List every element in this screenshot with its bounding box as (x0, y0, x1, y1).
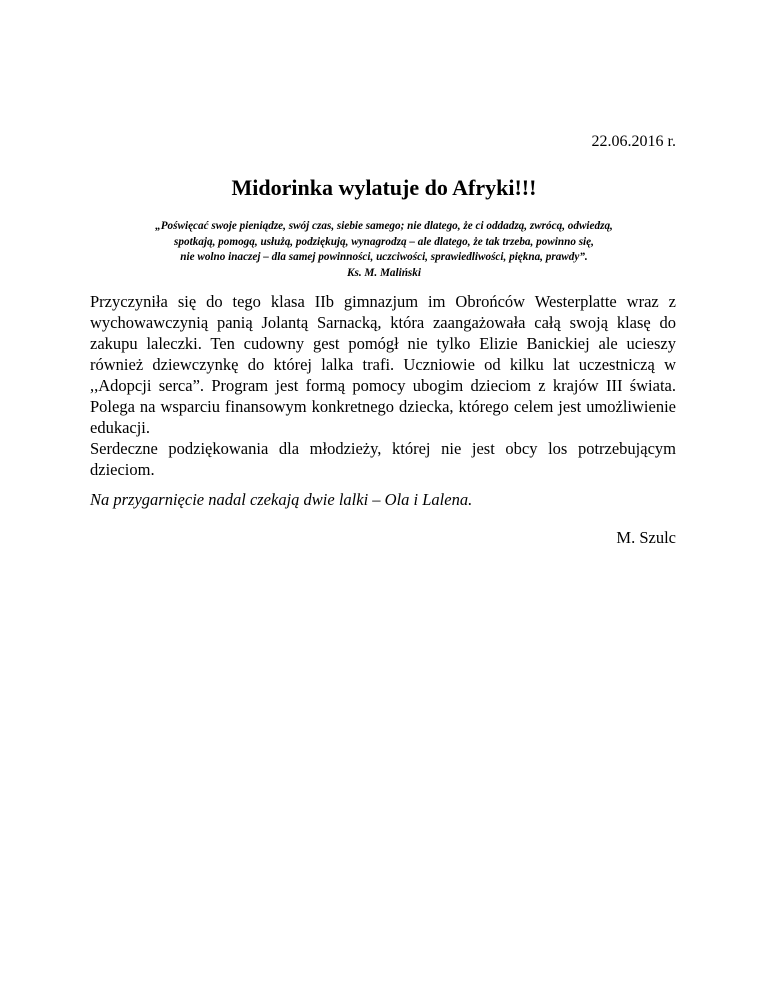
motto-line-3: nie wolno inaczej – dla samej powinności, uczciwości, sprawiedliwości, piękna, prawdy”. (180, 251, 588, 263)
closing-note: Na przygarnięcie nadal czekają dwie lalki – Ola i Lalena. (90, 490, 473, 509)
document-title: Midorinka wylatuje do Afryki!!! (231, 175, 537, 200)
motto-author: Ks. M. Maliński (347, 266, 421, 279)
body-paragraph-2: Serdeczne podziękowania dla młodzieży, której nie jest obcy los potrzebującym dzieciom. (90, 439, 676, 479)
document-date: 22.06.2016 r. (591, 133, 676, 150)
body-paragraph-1: Przyczyniła się do tego klasa IIb gimnazjum im Obrońców Westerplatte wraz z wychowawczynią panią Jolantą Sarnacką, która zaangażowała całą swoją klasę do zakupu laleczki. Ten cudowny gest pomógł nie tylko Elizie Banickiej ale ucieszy również dziewczynkę do której lalka trafi. Uczniowie od kilku lat uczestniczą w ,,Adopcji serca”. Program jest formą pomocy ubogim dzieciom z krajów III świata. Polega na wsparciu finansowym konkretnego dziecka, którego celem jest umożliwienie edukacji. (90, 292, 676, 437)
motto-line-1: „Poświęcać swoje pieniądze, swój czas, siebie samego; nie dlatego, że ci oddadzą, zwrócą, odwiedzą, (155, 220, 613, 232)
motto-line-2: spotkają, pomogą, usłużą, podziękują, wynagrodzą – ale dlatego, że tak trzeba, powinno się, (174, 235, 594, 248)
author-signature: M. Szulc (616, 528, 676, 547)
article-body (90, 291, 676, 480)
motto-quote (80, 219, 688, 281)
